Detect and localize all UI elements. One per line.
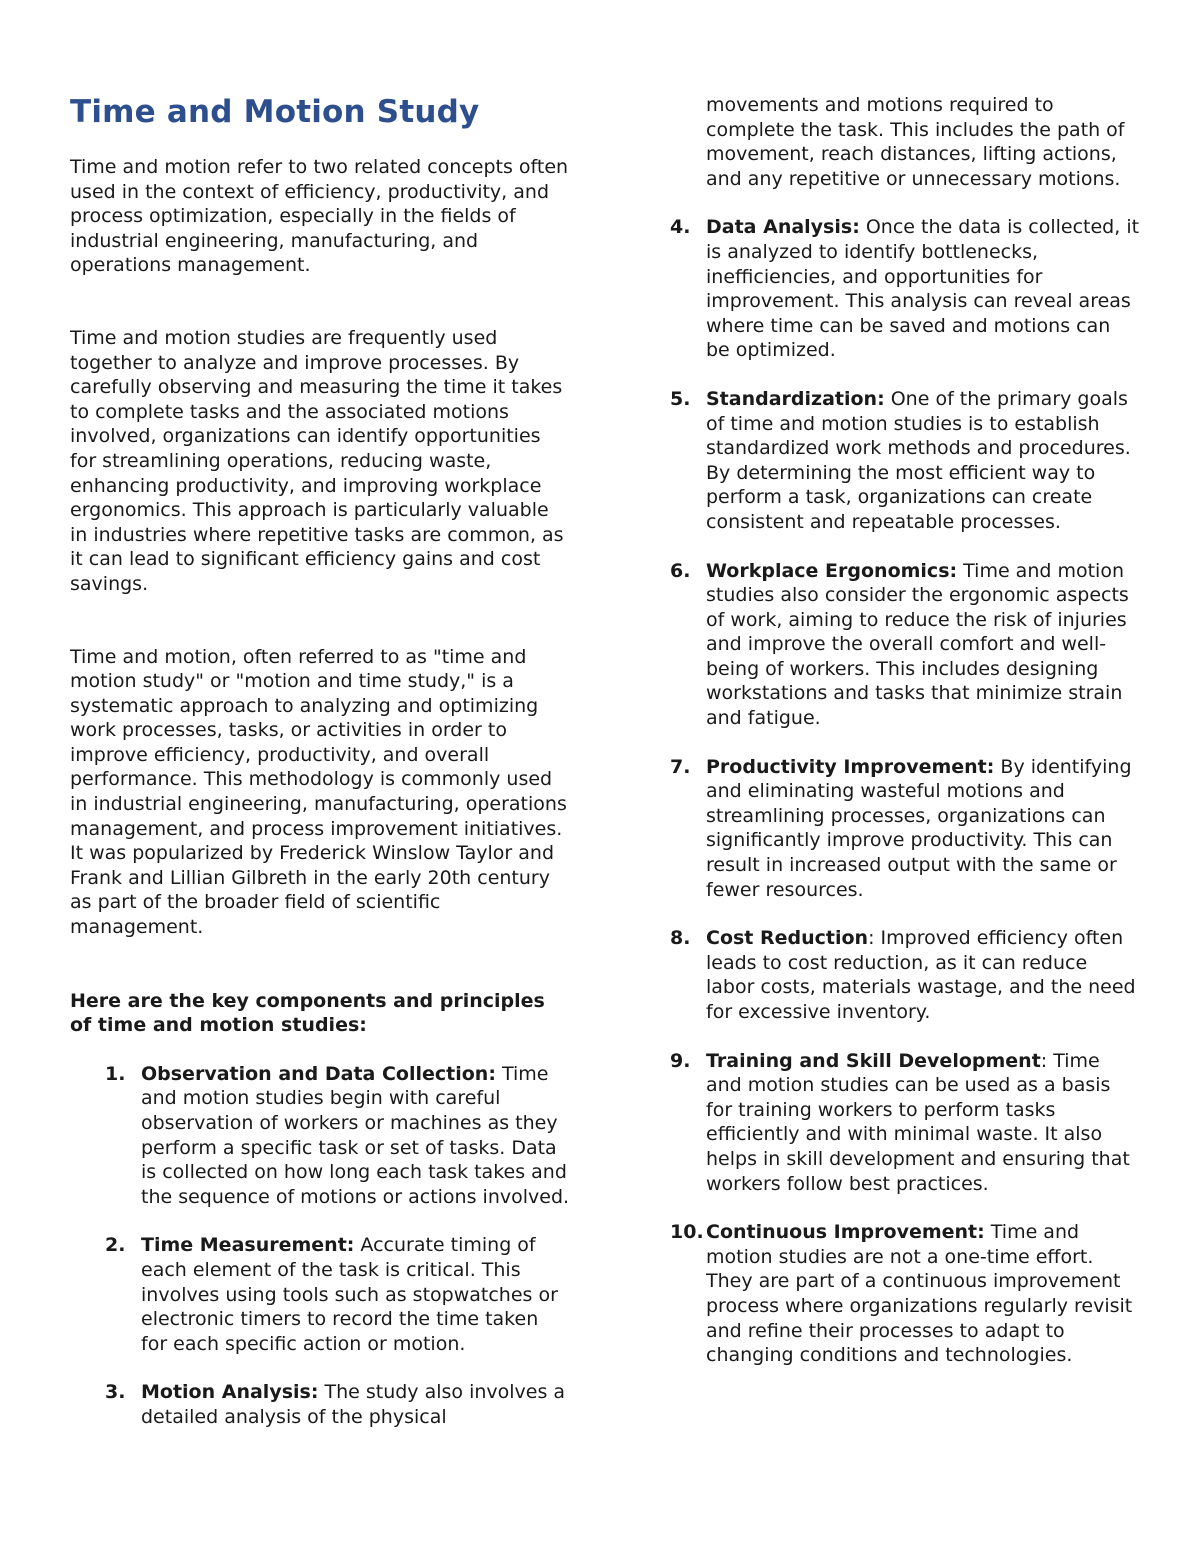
key-components-heading: Here are the key components and principles of time and motion studies: xyxy=(70,989,545,1037)
list-item-term: Continuous Improvement: xyxy=(706,1221,985,1244)
list-item-term: Productivity Improvement: xyxy=(706,755,995,778)
list-item-text: Once the data is collected, it is analyzed to identify bottlenecks, inefficiencies, and opportunities for improvement. This analysis can reveal areas where time can be saved and motions can be optimized. xyxy=(706,216,1140,362)
list-item-number: 1. xyxy=(105,1062,126,1085)
left-column xyxy=(70,92,570,1454)
usage-paragraph: Time and motion studies are frequently used together to analyze and improve processes. By carefully observing and measuring the time it takes to complete tasks and the associated motions involved, organizations can identify opportunities for streamlining operations, reducing waste, enhancing productivity, and improving workplace ergonomics. This approach is particularly valuable in industries where repetitive tasks are common, as it can lead to significant efficiency gains and cost savings. xyxy=(70,326,564,595)
list-item-number: 3. xyxy=(105,1381,126,1404)
components-list-right xyxy=(670,215,1140,1367)
intro-paragraph: Time and motion refer to two related concepts often used in the context of efficiency, productivity, and process optimization, especially in the fields of industrial engineering, manufacturing, and operations management. xyxy=(70,156,569,277)
list-item-number: 4. xyxy=(670,216,691,239)
list-item-term: Motion Analysis: xyxy=(141,1381,319,1404)
list-item-text: Time and motion studies begin with careful observation of workers or machines as they perform a specific task or set of tasks. Data is collected on how long each task takes and the sequence of motions or actions involved. xyxy=(141,1062,570,1208)
list-item-term: Workplace Ergonomics: xyxy=(706,559,958,582)
list-item-term: Observation and Data Collection: xyxy=(141,1062,496,1085)
list-item xyxy=(670,1220,1140,1368)
list-item xyxy=(70,1380,570,1429)
list-item-term: Cost Reduction xyxy=(706,927,869,950)
list-item-text: : Improved efficiency often leads to cost reduction, as it can reduce labor costs, materials wastage, and the need for excessive inventory. xyxy=(706,927,1136,1023)
components-list-left xyxy=(70,1062,570,1430)
list-item xyxy=(670,1049,1140,1197)
list-item-number: 6. xyxy=(670,559,691,582)
list-item-text: Time and motion studies also consider the ergonomic aspects of work, aiming to reduce the risk of injuries and improve the overall comfort and well-being of workers. This includes designing workstations and tasks that minimize strain and fatigue. xyxy=(706,559,1129,730)
list-item-number: 5. xyxy=(670,387,691,410)
list-item-text: By identifying and eliminating wasteful motions and streamlining processes, organizations can significantly improve productivity. This can result in increased output with the same or fewer resources. xyxy=(706,755,1132,901)
list-item-continuation: movements and motions required to complete the task. This includes the path of movement, reach distances, lifting actions, and any repetitive or unnecessary motions. xyxy=(706,94,1125,190)
list-item-term: Data Analysis: xyxy=(706,216,860,239)
list-item-text: Accurate timing of each element of the task is critical. This involves using tools such as stopwatches or electronic timers to record the time taken for each specific action or motion. xyxy=(141,1234,558,1355)
list-item xyxy=(670,926,1140,1024)
right-column xyxy=(670,93,1140,1392)
list-item-number: 2. xyxy=(105,1234,126,1257)
list-item xyxy=(670,215,1140,363)
list-item-term: Training and Skill Development xyxy=(706,1049,1041,1072)
list-item-text: One of the primary goals of time and motion studies is to establish standardized work methods and procedures. By determining the most efficient way to perform a task, organizations can create consistent and repeatable processes. xyxy=(706,387,1131,533)
list-item xyxy=(670,387,1140,535)
list-item-number: 8. xyxy=(670,927,691,950)
list-item xyxy=(70,1233,570,1356)
list-item xyxy=(670,755,1140,903)
list-item-term: Standardization: xyxy=(706,387,885,410)
list-item-number: 9. xyxy=(670,1049,691,1072)
list-item-number: 7. xyxy=(670,755,691,778)
page-title: Time and Motion Study xyxy=(70,94,480,130)
list-item xyxy=(670,559,1140,731)
list-item-number: 10. xyxy=(670,1221,704,1244)
list-item-term: Time Measurement: xyxy=(141,1234,355,1257)
list-item-text: : Time and motion studies can be used as a basis for training workers to perform tasks efficiently and with minimal waste. It also helps in skill development and ensuring that workers follow best practices. xyxy=(706,1049,1130,1195)
definition-paragraph: Time and motion, often referred to as "time and motion study" or "motion and time study," is a systematic approach to analyzing and optimizing work processes, tasks, or activities in order to improve efficiency, productivity, and overall performance. This methodology is commonly used in industrial engineering, manufacturing, operations management, and process improvement initiatives. It was popularized by Frederick Winslow Taylor and Frank and Lillian Gilbreth in the early 20th century as part of the broader field of scientific management. xyxy=(70,645,567,939)
list-item xyxy=(70,1062,570,1210)
list-item-text: The study also involves a detailed analysis of the physical xyxy=(141,1381,566,1428)
list-item-text: Time and motion studies are not a one-time effort. They are part of a continuous improvement process where organizations regularly revisit and refine their processes to adapt to changing conditions and technologies. xyxy=(706,1221,1133,1367)
